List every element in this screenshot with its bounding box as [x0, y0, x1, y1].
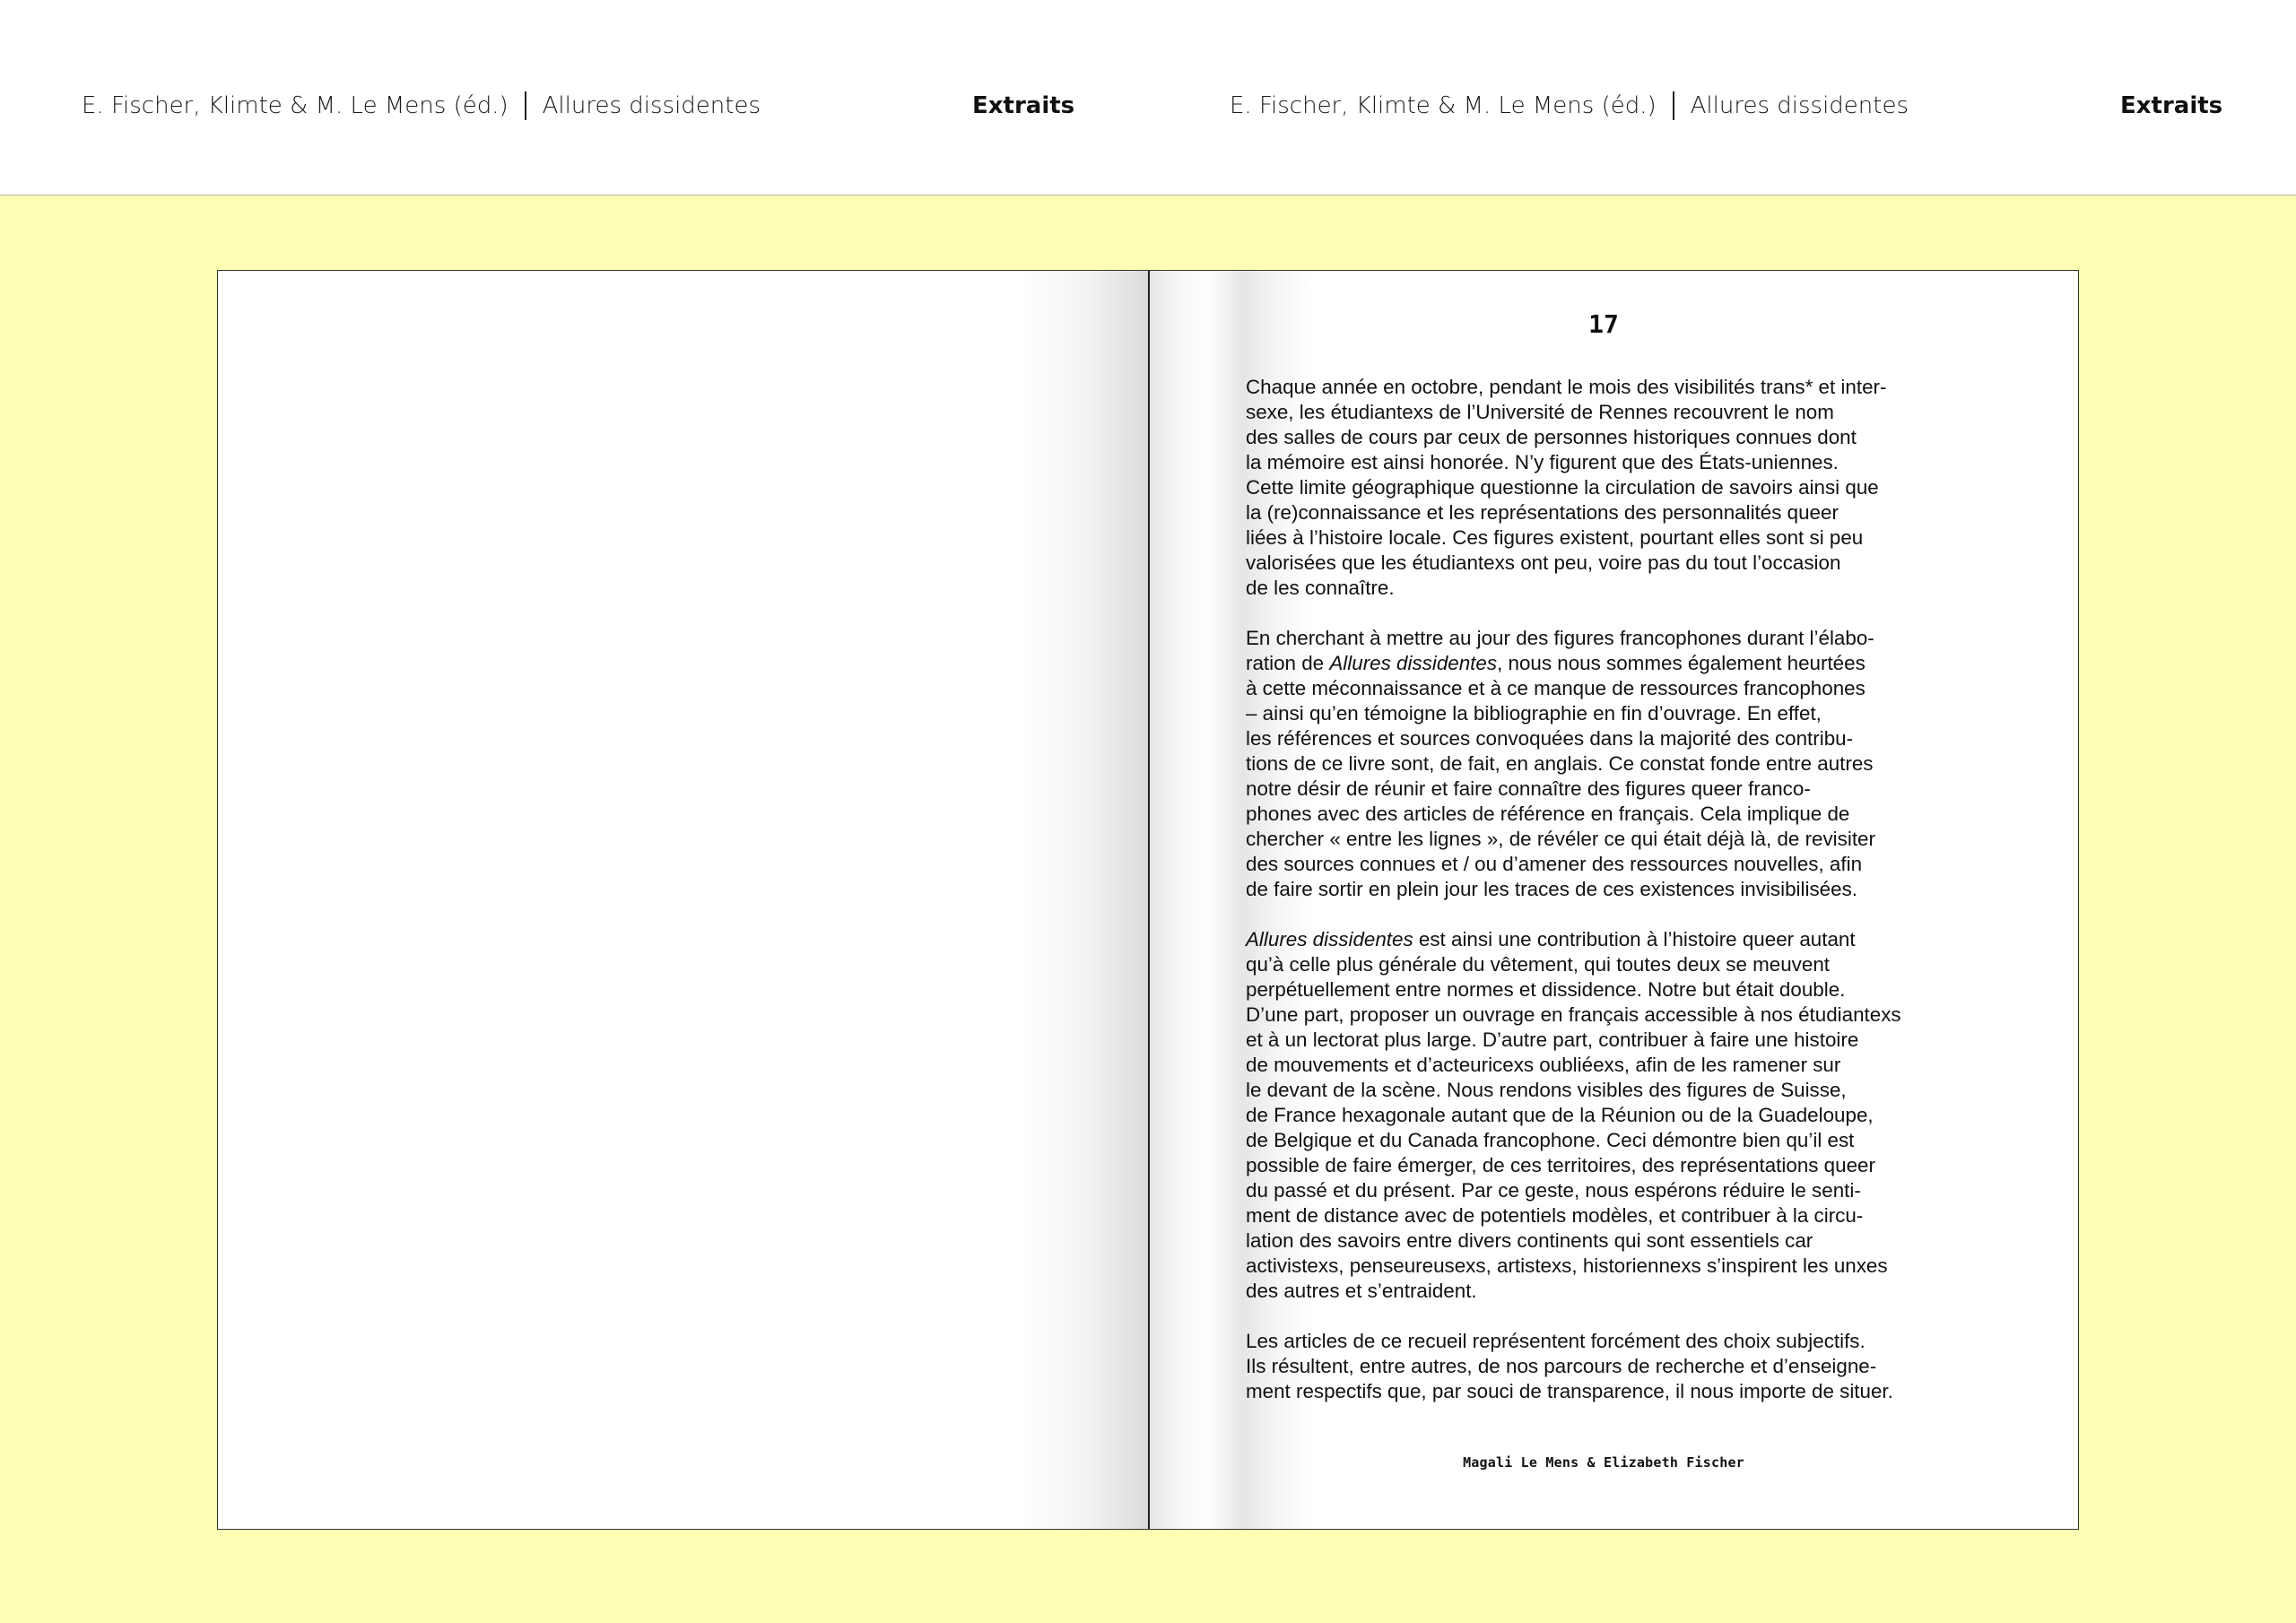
- text-line: les références et sources convoquées dans la majorité des contribu-: [1246, 727, 1854, 750]
- text-run: est ainsi une contribution à l’histoire queer autant: [1413, 928, 1856, 950]
- header-authors: E. Fischer, Klimte & M. Le Mens (éd.): [82, 92, 509, 119]
- text-line: tions de ce livre sont, de fait, en anglais. Ce constat fonde entre autres: [1246, 752, 1874, 775]
- paragraph-1: [1246, 375, 1963, 601]
- text-line: de France hexagonale autant que de la Réunion ou de la Guadeloupe,: [1246, 1104, 1874, 1126]
- paragraph-3: [1246, 927, 1963, 1304]
- text-line: de les connaître.: [1246, 577, 1395, 599]
- text-line: et à un lectorat plus large. D’autre part, contribuer à faire une histoire: [1246, 1028, 1859, 1051]
- left-header-citation: [82, 90, 761, 122]
- book-title-italic: Allures dissidentes: [1246, 928, 1413, 950]
- text-line: [1246, 927, 1963, 952]
- header-separator: [1673, 91, 1674, 120]
- text-line: lation des savoirs entre divers continents qui sont essentiels car: [1246, 1229, 1813, 1252]
- text-line: valorisées que les étudiantexs ont peu, voire pas du tout l’occasion: [1246, 551, 1841, 574]
- signature: Magali Le Mens & Elizabeth Fischer: [1463, 1454, 1744, 1471]
- top-header-bar: [0, 0, 2296, 195]
- text-line: de Belgique et du Canada francophone. Ceci démontre bien qu’il est: [1246, 1129, 1855, 1151]
- text-line: Cette limite géographique questionne la circulation de savoirs ainsi que: [1246, 476, 1879, 499]
- text-line: du passé et du présent. Par ce geste, nous espérons réduire le senti-: [1246, 1179, 1861, 1202]
- text-line: Ils résultent, entre autres, de nos parcours de recherche et d’enseigne-: [1246, 1355, 1877, 1377]
- text-line: possible de faire émerger, de ces territoires, des représentations queer: [1246, 1154, 1875, 1176]
- text-line: à cette méconnaissance et à ce manque de ressources francophones: [1246, 677, 1866, 699]
- left-extraits-label: Extraits: [972, 92, 1075, 119]
- header-authors: E. Fischer, Klimte & M. Le Mens (éd.): [1230, 92, 1657, 119]
- text-line: qu’à celle plus générale du vêtement, qui toutes deux se meuvent: [1246, 953, 1830, 976]
- text-line: D’une part, proposer un ouvrage en français accessible à nos étudiantexs: [1246, 1003, 1901, 1026]
- text-line: la mémoire est ainsi honorée. N’y figurent que des États-uniennes.: [1246, 451, 1839, 473]
- right-header-citation: [1230, 90, 1909, 122]
- page-number: 17: [1588, 309, 1619, 339]
- text-line: ment de distance avec de potentiels modèles, et contribuer à la circu-: [1246, 1204, 1864, 1227]
- paragraph-4: [1246, 1329, 1963, 1404]
- text-line: des sources connues et / ou d’amener des ressources nouvelles, afin: [1246, 853, 1863, 875]
- text-line: le devant de la scène. Nous rendons visibles des figures de Suisse,: [1246, 1079, 1847, 1101]
- page-body-text: [1246, 375, 1963, 1429]
- left-page-blank: [218, 271, 1149, 1529]
- header-book-title: Allures dissidentes: [1690, 92, 1909, 119]
- header-book-title: Allures dissidentes: [542, 92, 761, 119]
- text-line: En cherchant à mettre au jour des figures francophones durant l’élabo-: [1246, 627, 1874, 649]
- text-line: perpétuellement entre normes et dissidence. Notre but était double.: [1246, 978, 1846, 1001]
- text-line: liées à l’histoire locale. Ces figures existent, pourtant elles sont si peu: [1246, 526, 1864, 549]
- text-line: ment respectifs que, par souci de transparence, il nous importe de situer.: [1246, 1380, 1893, 1402]
- text-line: notre désir de réunir et faire connaître des figures queer franco-: [1246, 777, 1811, 800]
- text-line: de mouvements et d’acteuricexs oubliéexs, afin de les ramener sur: [1246, 1054, 1841, 1076]
- text-line: des salles de cours par ceux de personnes historiques connues dont: [1246, 426, 1857, 448]
- right-extraits-label: Extraits: [2120, 92, 2223, 119]
- text-run: , nous nous sommes également heurtées: [1497, 652, 1866, 674]
- text-line: sexe, les étudiantexs de l’Université de Rennes recouvrent le nom: [1246, 401, 1834, 423]
- header-separator: [525, 91, 526, 120]
- text-line: phones avec des articles de référence en français. Cela implique de: [1246, 803, 1850, 825]
- book-title-italic: Allures dissidentes: [1329, 652, 1498, 674]
- paragraph-2: [1246, 626, 1963, 902]
- text-line: de faire sortir en plein jour les traces de ces existences invisibilisées.: [1246, 878, 1857, 900]
- text-line: activistexs, penseureusexs, artistexs, historiennexs s’inspirent les unxes: [1246, 1254, 1888, 1277]
- text-line: Chaque année en octobre, pendant le mois des visibilités trans* et inter-: [1246, 376, 1887, 398]
- text-line: chercher « entre les lignes », de révéler ce qui était déjà là, de revisiter: [1246, 828, 1875, 850]
- text-line: Les articles de ce recueil représentent forcément des choix subjectifs.: [1246, 1330, 1866, 1352]
- text-run: ration de: [1246, 652, 1330, 674]
- text-line: [1246, 651, 1963, 676]
- text-line: – ainsi qu’en témoigne la bibliographie en fin d’ouvrage. En effet,: [1246, 702, 1822, 725]
- text-line: des autres et s’entraident.: [1246, 1280, 1477, 1302]
- text-line: la (re)connaissance et les représentations des personnalités queer: [1246, 501, 1839, 524]
